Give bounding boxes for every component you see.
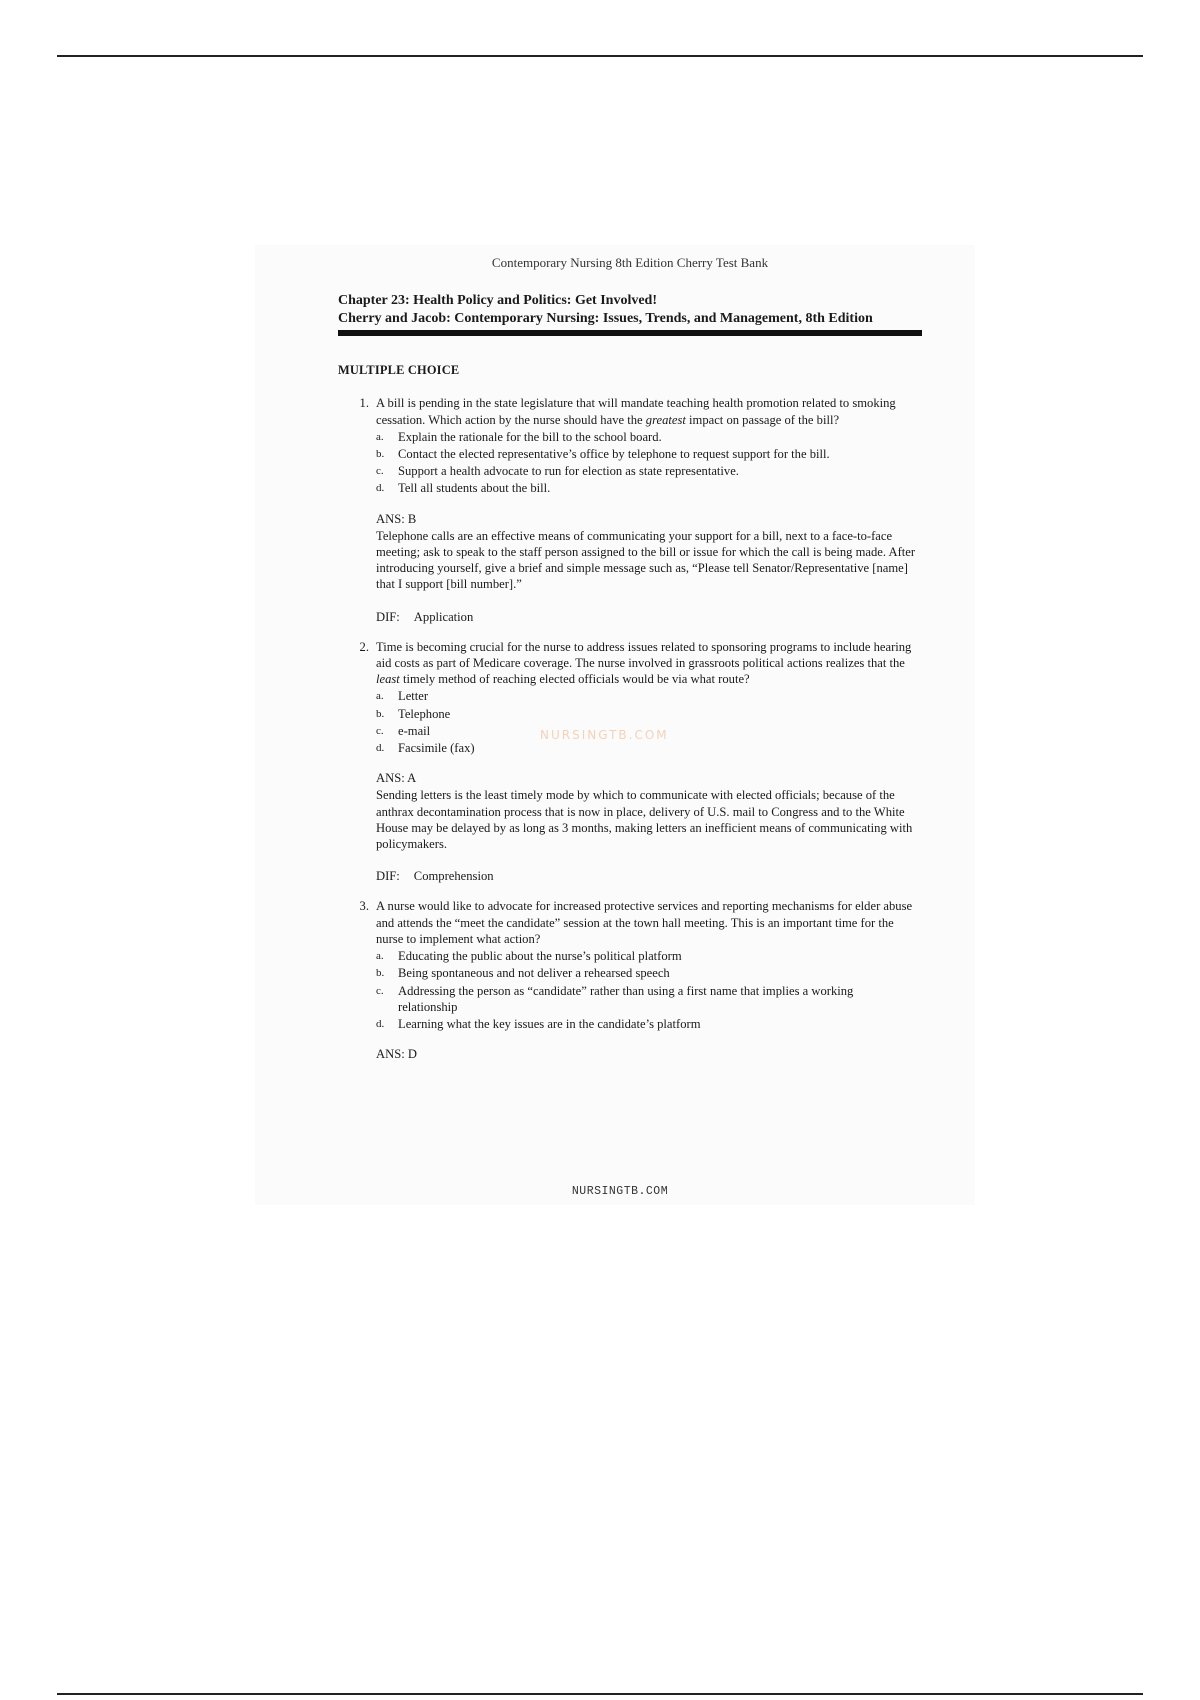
option-c [376,983,922,1015]
option-text: Explain the rationale for the bill to the school board. [398,429,662,444]
option-text: Letter [398,689,429,704]
stem-text-part: Time is becoming crucial for the nurse to address issues related to sponsoring programs to include hearing aid costs as part of Medicare coverage. The nurse involved in grassroots political actions realizes that the [376,639,912,671]
option-a [376,429,922,445]
stem-text-part: A bill is pending in the state legislature that will mandate teaching health promotion related to smoking cessation. Which action by the nurse should have the [376,396,896,427]
question-number: 2. [359,639,369,654]
document-header: Contemporary Nursing 8th Edition Cherry Test Bank [491,255,769,270]
stem-emphasis: least [376,672,400,687]
question-3 [338,898,922,1062]
option-letter: c. [376,465,384,478]
question-1 [338,395,922,624]
answer-key: ANS: B [376,511,417,526]
option-letter: d. [376,482,385,495]
option-text: Addressing the person as “candidate” rather than using a first name that implies a working relationship [398,983,854,1014]
answer-rationale: Sending letters is the least timely mode by which to communicate with elected officials; because of the anthrax decontamination process that is now in place, delivery of U.S. mail to Congress and to the White House may be delayed by as long as 3 months, making letters an inefficient means of communicating with policymakers. [376,788,913,852]
option-text: Tell all students about the bill. [398,481,551,496]
option-letter: b. [376,967,385,980]
question-text [376,639,922,688]
answer-options [376,948,922,1032]
chapter-title [338,292,922,336]
answer-block [376,770,922,884]
difficulty-value: Application [413,609,474,624]
question-stem [338,639,922,688]
document-body [338,255,922,1076]
difficulty-label: DIF: [376,869,400,884]
option-a [376,688,922,704]
option-text: Facsimile (fax) [398,741,475,756]
question-2 [338,639,922,885]
stem-text-part: timely method of reaching elected officials would be via what route? [399,672,750,687]
answer-rationale: Telephone calls are an effective means of communicating your support for a bill, next to a face-to-face meeting; ask to speak to the staff person assigned to the bill or issue for which the call is being made. After introducing yourself, give a brief and simple message such as, “Please tell Senator/Representative [name] that I support [bill number].” [376,528,916,592]
option-letter: b. [376,448,385,461]
option-text: Contact the elected representative’s office by telephone to request support for the bill. [398,447,830,462]
question-text: A nurse would like to advocate for increased protective services and reporting mechanisms for elder abuse and attends the “meet the candidate” session at the town hall meeting. This is an important time for the nurse to implement what action? [376,899,913,946]
difficulty-line [376,868,922,884]
option-d [376,480,922,496]
option-text: e-mail [398,723,431,738]
difficulty-line [376,609,922,625]
option-text: Learning what the key issues are in the candidate’s platform [398,1016,701,1031]
option-letter: a. [376,690,384,703]
option-letter: c. [376,984,384,997]
answer-block [376,511,922,625]
watermark: NURSINGTB.COM [540,728,669,742]
question-stem [338,395,922,427]
stem-emphasis: greatest [645,412,686,427]
section-label: MULTIPLE CHOICE [338,363,460,378]
option-letter: c. [376,724,384,737]
top-rule [57,55,1143,57]
answer-options [376,429,922,497]
option-letter: a. [376,950,384,963]
difficulty-value: Comprehension [413,869,494,884]
answer-key: ANS: A [376,771,417,786]
question-text [376,395,922,427]
option-letter: d. [376,1017,385,1030]
option-a [376,948,922,964]
answer-options [376,688,922,756]
option-text: Educating the public about the nurse’s political platform [398,949,682,964]
option-letter: a. [376,430,384,443]
option-b [376,706,922,722]
question-stem [338,898,922,947]
option-text: Telephone [398,706,451,721]
option-text: Being spontaneous and not deliver a rehearsed speech [398,966,670,981]
question-number: 1. [359,396,369,411]
answer-block [376,1046,922,1062]
option-letter: d. [376,742,385,755]
option-d [376,740,922,756]
difficulty-label: DIF: [376,609,400,624]
chapter-title-line-1: Chapter 23: Health Policy and Politics: Get Involved! [338,293,657,309]
footer-site-name: NURSINGTB.COM [571,1185,669,1198]
option-d [376,1016,922,1032]
option-text: Support a health advocate to run for election as state representative. [398,464,739,479]
option-b [376,965,922,981]
option-c [376,463,922,479]
answer-key: ANS: D [376,1047,417,1062]
option-b [376,446,922,462]
chapter-title-line-2: Cherry and Jacob: Contemporary Nursing: Issues, Trends, and Management, 8th Edition [338,311,873,327]
option-letter: b. [376,707,385,720]
bottom-rule [57,1693,1143,1695]
stem-text-part: impact on passage of the bill? [685,412,840,427]
question-number: 3. [359,899,369,914]
